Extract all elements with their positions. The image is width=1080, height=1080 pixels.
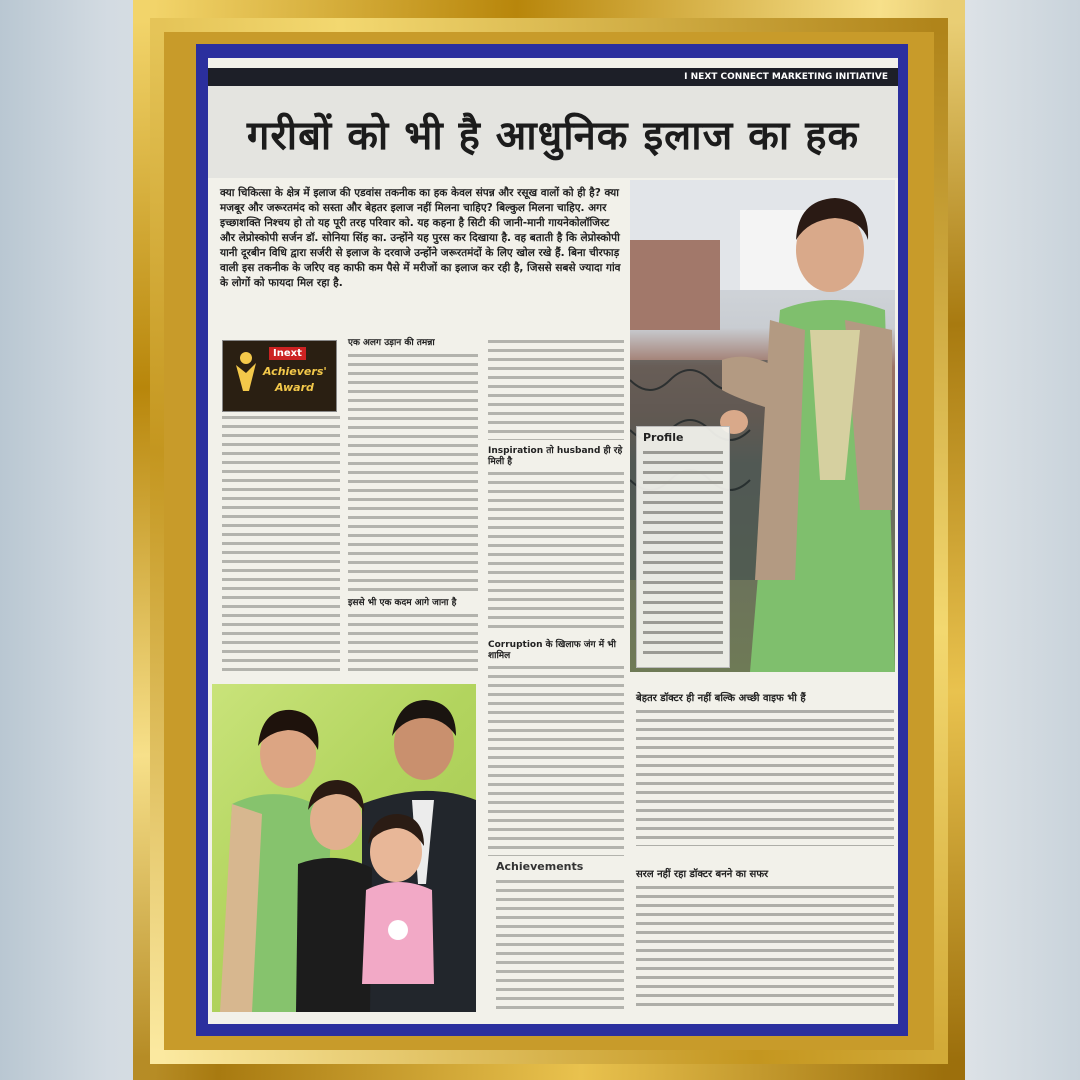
column-3c-text bbox=[488, 666, 624, 856]
header-strip: I NEXT CONNECT MARKETING INITIATIVE bbox=[208, 68, 898, 86]
column-2-text bbox=[348, 354, 478, 594]
subhead-d: Corruption के खिलाफ जंग में भी शामिल bbox=[488, 640, 616, 661]
subhead-e: बेहतर डॉक्टर ही नहीं बल्कि अच्छी वाइफ भी हैं bbox=[636, 693, 806, 704]
trophy-person-icon bbox=[233, 351, 259, 393]
lower-right-text-1 bbox=[636, 710, 894, 846]
family-photo bbox=[212, 684, 476, 1012]
newspaper-page bbox=[208, 58, 898, 1024]
award-title-2: Award bbox=[275, 381, 314, 394]
profile-box bbox=[636, 426, 730, 668]
headline: गरीबों को भी है आधुनिक इलाज का हक bbox=[246, 113, 860, 159]
subhead-achievements: Achievements bbox=[496, 860, 584, 873]
subhead-f: सरल नहीं रहा डॉक्टर बनने का सफर bbox=[636, 869, 769, 880]
profile-details bbox=[643, 451, 723, 657]
subhead-b: Inspiration तो husband ही रहे मिली है bbox=[488, 446, 623, 467]
family-photo-illustration bbox=[212, 684, 476, 1012]
lower-right-text-2 bbox=[636, 886, 894, 1012]
subhead-c: इससे भी एक कदम आगे जाना है bbox=[348, 598, 457, 608]
column-3b-text bbox=[488, 472, 624, 634]
profile-title: Profile bbox=[643, 431, 684, 444]
achievers-award-logo bbox=[222, 340, 337, 412]
award-title-1: Achievers' bbox=[263, 365, 327, 378]
column-3-text bbox=[488, 340, 624, 440]
inext-badge: Inext bbox=[269, 347, 306, 360]
intro-paragraph: क्या चिकित्सा के क्षेत्र में इलाज की एडवांस तकनीक का हक केवल संपन्न और रसूख वालों को ही है? क्या मजबूर और जरूरतमंद को सस्ता और बेहतर इलाज नहीं मिलना चाहिए? बिल्कुल मिलना चाहिए. अगर इच्छाशक्ति निश्चय हो तो यह पूरी तरह परिवार को. यह कहना है सिटी की जानी-मानी गायनेकोलॉजिस्ट और लेप्रोस्कोपी सर्जन डॉ. सोनिया सिंह का. उन्होंने यह पुरस कर दिखाया है. वह बताती है कि लेप्रोस्कोपी यानी दूरबीन विधि द्वारा सर्जरी से इलाज के दरवाजे उन्होंने जरूरतमंदों के लिए खोल रखे हैं. बिना चीरफाड़ वाली इस तकनीक के जरिए वह काफी कम पैसे में मरीजों का इलाज कर रही है, जिससे सबसे ज्यादा गांव के लोगों को फायदा मिल रहा है. bbox=[220, 187, 621, 289]
column-1-text bbox=[222, 416, 340, 676]
column-2b-text bbox=[348, 614, 478, 674]
achievements-text bbox=[496, 880, 624, 1010]
subhead-a: एक अलग उड़ान की तमन्ना bbox=[348, 338, 435, 348]
